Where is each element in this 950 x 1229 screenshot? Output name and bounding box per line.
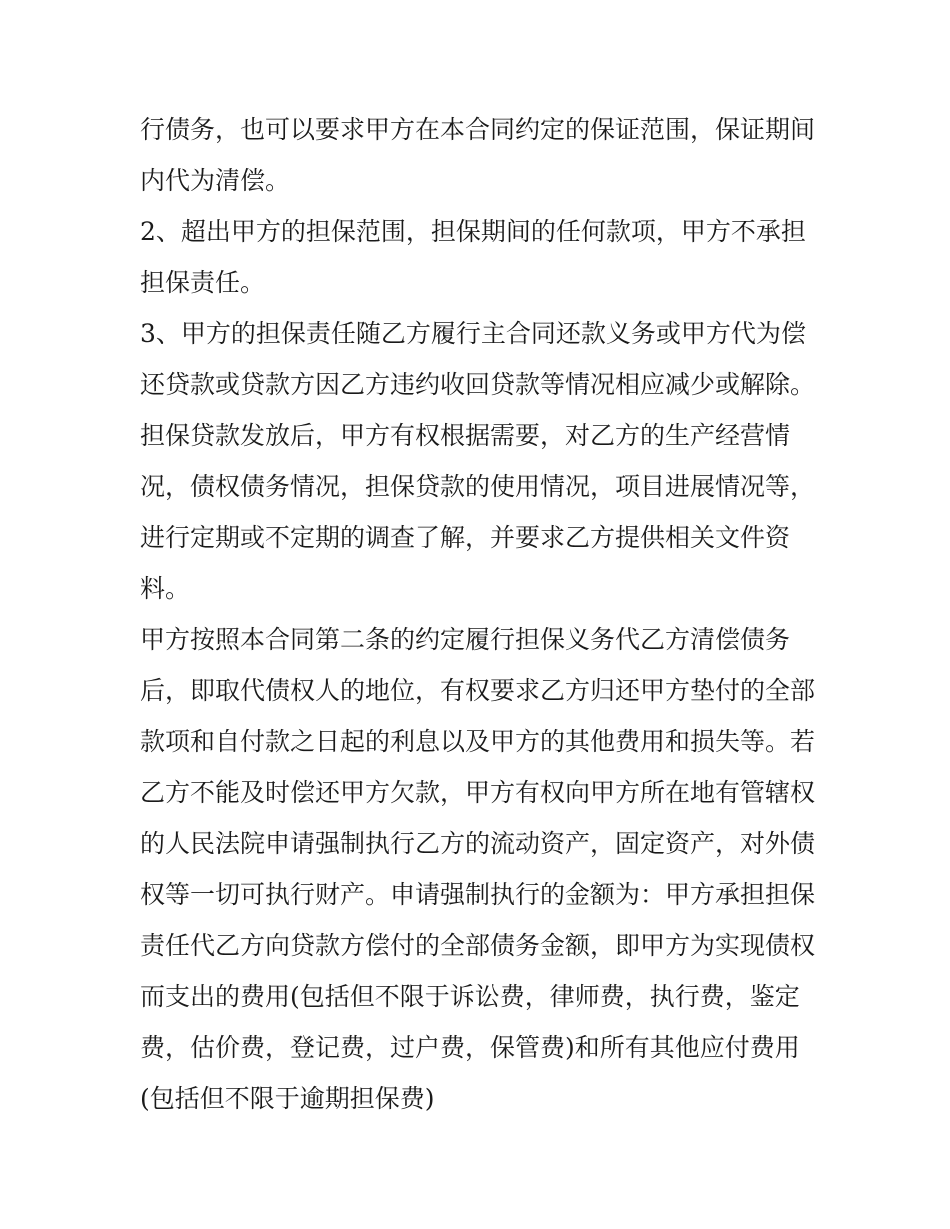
document-body — [140, 104, 820, 1124]
text-line: 的人民法院申请强制执行乙方的流动资产，固定资产，对外债 — [140, 829, 816, 858]
text-line: 担保贷款发放后，甲方有权根据需要，对乙方的生产经营情 — [140, 421, 791, 450]
text-line: 费，估价费，登记费，过户费，保管费)和所有其他应付费用 — [140, 1033, 800, 1062]
text-line: 责任代乙方向贷款方偿付的全部债务金额，即甲方为实现债权 — [140, 931, 816, 960]
text-line: 内代为清偿。 — [140, 166, 291, 195]
text-line: 2、超出甲方的担保范围，担保期间的任何款项，甲方不承担 — [140, 217, 806, 246]
text-line: 况，债权债务情况，担保贷款的使用情况，项目进展情况等， — [140, 472, 816, 501]
text-line: 担保责任。 — [140, 268, 266, 297]
text-line: 料。 — [140, 574, 191, 603]
text-line: 甲方按照本合同第二条的约定履行担保义务代乙方清偿债务 — [140, 625, 791, 654]
text-line: (包括但不限于逾期担保费) — [140, 1084, 435, 1113]
text-line: 款项和自付款之日起的利息以及甲方的其他费用和损失等。若 — [140, 727, 816, 756]
text-line: 而支出的费用(包括但不限于诉讼费，律师费，执行费，鉴定 — [140, 982, 800, 1011]
text-line: 权等一切可执行财产。申请强制执行的金额为：甲方承担担保 — [140, 880, 816, 909]
text-line: 3、甲方的担保责任随乙方履行主合同还款义务或甲方代为偿 — [140, 319, 806, 348]
text-line: 后，即取代债权人的地位，有权要求乙方归还甲方垫付的全部 — [140, 676, 816, 705]
text-line: 行债务，也可以要求甲方在本合同约定的保证范围，保证期间 — [140, 115, 816, 144]
text-line: 进行定期或不定期的调查了解，并要求乙方提供相关文件资 — [140, 523, 791, 552]
text-line: 乙方不能及时偿还甲方欠款，甲方有权向甲方所在地有管辖权 — [140, 778, 816, 807]
text-line: 还贷款或贷款方因乙方违约收回贷款等情况相应减少或解除。 — [140, 370, 816, 399]
